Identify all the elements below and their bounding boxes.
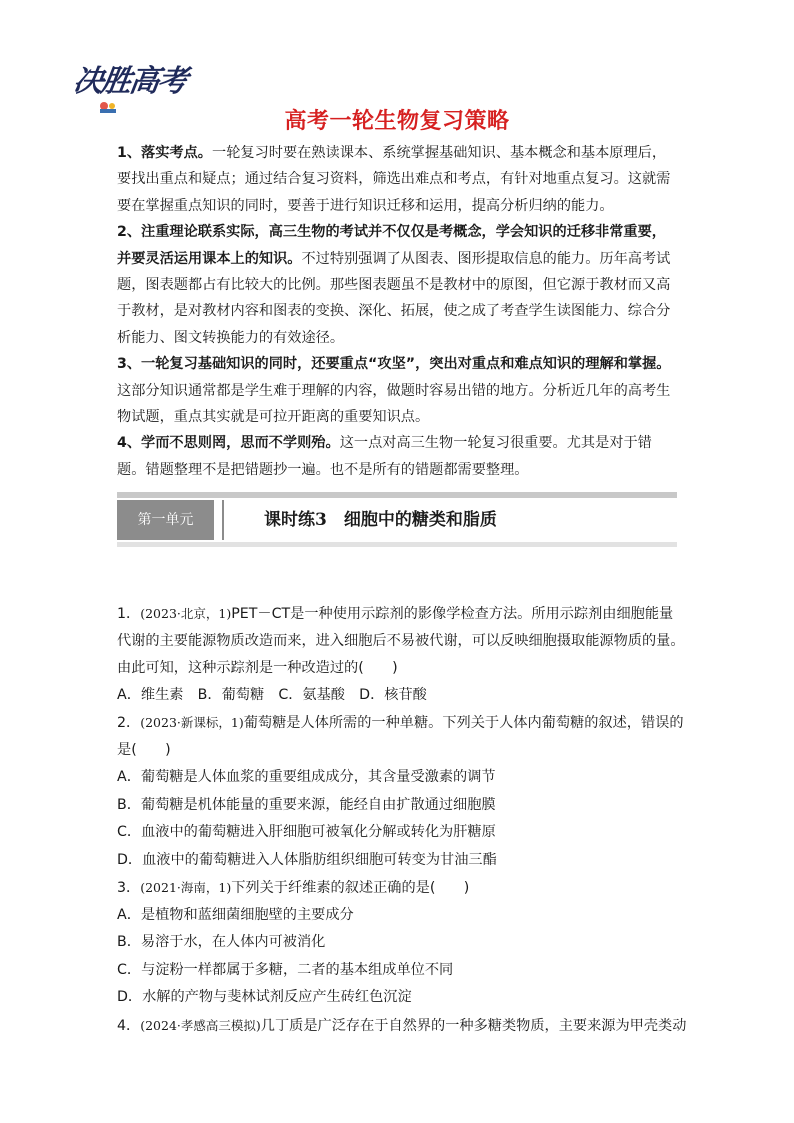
question-stem: PET－CT是一种使用示踪剂的影像学检查方法。所用示踪剂由细胞能量代谢的主要能源物质改造而来，进入细胞后不易被代谢，可以反映细胞摄取能源物质的量。由此可知，这种示踪剂是一种改造过的( ) xyxy=(117,606,685,676)
option-b: B．易溶于水，在人体内可被消化 xyxy=(117,934,326,951)
question-number: 3． xyxy=(117,880,141,897)
question-1-options: A．维生素 B．葡萄糖 C．氨基酸 D．核苷酸 xyxy=(117,687,427,703)
lesson-title: 课时练3 细胞中的糖类和脂质 xyxy=(264,510,497,530)
strategy-body: 不过特别强调了从图表、图形提取信息的能力。历年高考试题，图表题都占有比较大的比例。那些图表题虽不是教材中的原图，但它源于教材而又高于教材，是对教材内容和图表的变换、深化、拓展，使之成了考查学生读图能力、综合分析能力、图文转换能力的有效途径。 xyxy=(117,250,671,346)
strategy-heading: 2、注重理论联系实际，高三生物的考试并不仅仅是考概念，学会知识的迁移非常重要，并要灵活运用课本上的知识。 xyxy=(117,224,666,267)
logo-text: 决胜高考 xyxy=(71,64,188,99)
unit-label: 第一单元 xyxy=(117,500,214,540)
question-stem: 葡萄糖是人体所需的一种单糖。下列关于人体内葡萄糖的叙述，错误的是( ) xyxy=(117,715,684,759)
option-d: D．水解的产物与斐林试剂反应产生砖红色沉淀 xyxy=(117,989,412,1006)
question-stem: 几丁质是广泛存在于自然界的一种多糖类物质，主要来源为甲壳类动 xyxy=(260,1017,687,1034)
question-list xyxy=(117,600,687,1040)
document-title: 高考一轮生物复习策略 xyxy=(284,109,510,134)
option-d: D．血液中的葡萄糖进入人体脂肪组织细胞可转变为甘油三酯 xyxy=(117,851,497,868)
question-4 xyxy=(117,1012,687,1040)
question-stem: 下列关于纤维素的叙述正确的是( ) xyxy=(231,880,470,897)
question-number: 2． xyxy=(117,715,141,732)
question-2 xyxy=(117,709,687,764)
question-source: (2021·海南，1) xyxy=(140,880,232,896)
question-1 xyxy=(117,600,687,682)
question-source: (2023·北京，1) xyxy=(140,606,232,621)
strategy-paragraph-3 xyxy=(117,351,677,430)
option-c: C．血液中的葡萄糖进入肝细胞可被氧化分解或转化为肝糖原 xyxy=(117,824,496,841)
strategy-heading: 3、一轮复习基础知识的同时，还要重点“攻坚”，突出对重点和难点知识的理解和掌握。 xyxy=(117,356,671,373)
strategy-body: 这一点对高三生物一轮复习很重要。尤其是对于错题。错题整理不是把错题抄一遍。也不是所有的错题都需要整理。 xyxy=(117,435,652,478)
strategy-body: 一轮复习时要在熟读课本、系统掌握基础知识、基本概念和基本原理后，要找出重点和疑点；通过结合复习资料，筛选出难点和考点，有针对地重点复习。这就需要在掌握重点知识的同时，要善于进行知识迁移和运用，提高分析归纳的能力。 xyxy=(117,145,671,214)
strategy-body: 这部分知识通常都是学生难于理解的内容，做题时容易出错的地方。分析近几年的高考生物试题，重点其实就是可拉开距离的重要知识点。 xyxy=(117,382,671,426)
question-source: (2024·孝感高三模拟) xyxy=(140,1017,261,1033)
strategy-paragraph-1 xyxy=(117,140,677,219)
strategy-section xyxy=(117,140,677,483)
strategy-paragraph-2 xyxy=(117,219,677,351)
strategy-heading: 4、学而不思则罔，思而不学则殆。 xyxy=(117,435,340,452)
question-number: 1． xyxy=(117,606,141,622)
divider xyxy=(117,542,677,547)
question-3 xyxy=(117,874,687,902)
strategy-heading: 1、落实考点。 xyxy=(117,145,212,161)
option-b: B．葡萄糖是机体能量的重要来源，能经自由扩散通过细胞膜 xyxy=(117,796,496,813)
unit-title-box xyxy=(222,500,677,540)
option-a: A．葡萄糖是人体血浆的重要组成成分，其含量受激素的调节 xyxy=(117,769,496,786)
divider xyxy=(117,492,677,498)
option-a: A．是植物和蓝细菌细胞壁的主要成分 xyxy=(117,907,354,924)
question-source: (2023·新课标，1) xyxy=(140,715,244,731)
question-number: 4． xyxy=(117,1017,141,1034)
strategy-paragraph-4 xyxy=(117,430,677,483)
unit-header-bar xyxy=(117,492,677,548)
option-c: C．与淀粉一样都属于多糖，二者的基本组成单位不同 xyxy=(117,961,454,978)
